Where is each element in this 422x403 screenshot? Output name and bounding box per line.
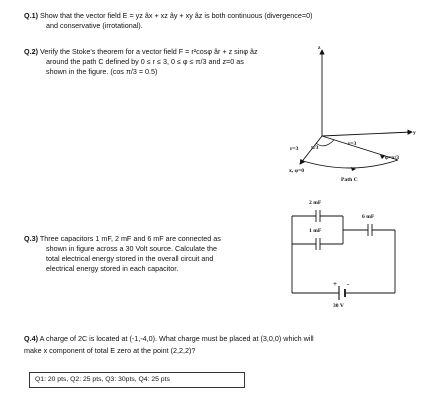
q1-line1: Show that the vector field E = yz âx + xz ây + xy âz is both continuous (divergence=0) xyxy=(39,11,313,20)
q3-number: Q.3) xyxy=(24,234,38,243)
z-axis-label: z xyxy=(318,45,321,51)
q4-number: Q.4) xyxy=(24,334,38,343)
y-axis-label: y xyxy=(413,130,416,136)
q3-line4: electrical energy stored in each capacitor. xyxy=(46,264,179,273)
q3-line3: total electrical energy stored in the overall circuit and xyxy=(46,254,214,263)
path-c-label: Path C xyxy=(341,177,358,183)
q4-text xyxy=(24,334,314,344)
battery-minus-label: - xyxy=(347,280,350,288)
q2-line3: shown in the figure. (cos π/3 = 0.5) xyxy=(46,67,158,76)
q3-line1: Three capacitors 1 mF, 2 mF and 6 mF are connected as xyxy=(39,234,221,243)
q2-line2: around the path C defined by 0 ≤ r ≤ 3, 0 ≤ φ ≤ π/3 and z=0 as xyxy=(46,57,244,66)
pi3-angle-label: π/3 xyxy=(311,145,319,151)
cap-1mf-label: 1 mF xyxy=(309,228,322,234)
q1-number: Q.1) xyxy=(24,11,38,20)
source-voltage-label: 30 V xyxy=(333,303,344,309)
q1-line2: and conservative (irrotational). xyxy=(46,21,143,30)
r3-left-label: r=3 xyxy=(290,146,299,152)
cap-2mf-label: 2 mF xyxy=(309,200,322,206)
x-axis-label: x, φ=0 xyxy=(289,168,305,174)
q4-line2: make x component of total E zero at the point (2,2,2)? xyxy=(24,346,196,355)
q3-line2: shown in figure across a 30 Volt source. Calculate the xyxy=(46,244,217,253)
phi-pi3-label: φ=π/3 xyxy=(385,155,400,161)
q2-line1: Verify the Stoke's theorem for a vector field F = r²cosφ âr + z sinφ âz xyxy=(39,47,258,56)
q4-line1: A charge of 2C is located at (-1,-4,0). What charge must be placed at (3,0,0) which will xyxy=(39,334,314,343)
battery-plus-label: + xyxy=(333,280,337,288)
score-box xyxy=(29,372,245,388)
score-distribution: Q1: 20 pts, Q2: 25 pts, Q3: 30pts, Q4: 25 pts xyxy=(35,376,170,383)
q2-number: Q.2) xyxy=(24,47,38,56)
r3-right-label: r=3 xyxy=(348,141,357,147)
cap-6mf-label: 6 mF xyxy=(362,214,375,220)
